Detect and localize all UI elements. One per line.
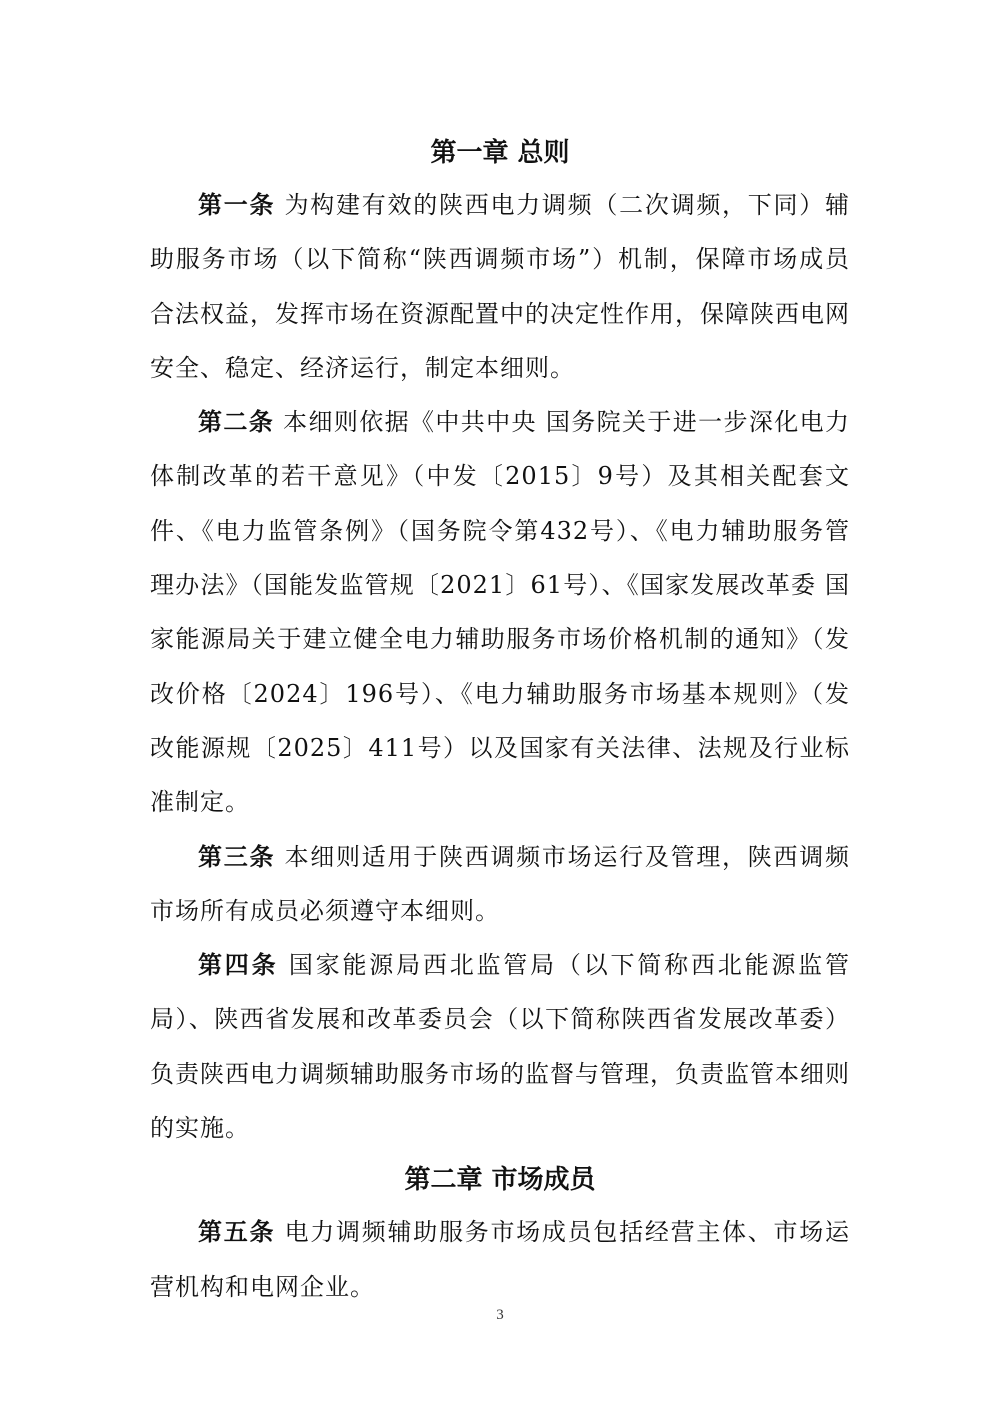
article-text: 国家能源局西北监管局（以下简称西北能源监管局）、陕西省发展和改革委员会（以下简称陕西省发展改革委）负责陕西电力调频辅助服务市场的监督与管理，负责监管本细则的实施。: [150, 951, 850, 1143]
article-paragraph: [150, 178, 850, 395]
article-paragraph: [150, 938, 850, 1155]
article-number: 第二条: [198, 408, 275, 437]
document-body: [150, 128, 850, 1314]
article-number: 第五条: [198, 1218, 276, 1247]
article-text: 本细则依据《中共中央 国务院关于进一步深化电力体制改革的若干意见》（中发〔2015〕9号）及其相关配套文件、《电力监管条例》（国务院令第432号）、《电力辅助服务管理办法》（国能发监管规〔2021〕61号）、《国家发展改革委 国家能源局关于建立健全电力辅助服务市场价格机制的通知》（发改价格〔2024〕196号）、《电力辅助服务市场基本规则》（发改能源规〔2025〕411号）以及国家有关法律、法规及行业标准制定。: [150, 408, 850, 817]
article-text: 为构建有效的陕西电力调频（二次调频，下同）辅助服务市场（以下简称“陕西调频市场”）机制，保障市场成员合法权益，发挥市场在资源配置中的决定性作用，保障陕西电网安全、稳定、经济运行，制定本细则。: [150, 191, 850, 382]
article-paragraph: [150, 1205, 850, 1314]
chapter-title: 第一章 总则: [430, 138, 570, 168]
article-text: 本细则适用于陕西调频市场运行及管理，陕西调频市场所有成员必须遵守本细则。: [150, 842, 850, 925]
article-paragraph: [150, 395, 850, 829]
article-number: 第三条: [198, 842, 276, 871]
article-number: 第一条: [198, 191, 276, 219]
page-number: 3: [496, 1307, 504, 1323]
chapter-title: 第二章 市场成员: [404, 1165, 596, 1196]
article-number: 第四条: [198, 951, 279, 980]
article-paragraph: [150, 830, 850, 939]
article-text: 电力调频辅助服务市场成员包括经营主体、市场运营机构和电网企业。: [150, 1218, 850, 1301]
